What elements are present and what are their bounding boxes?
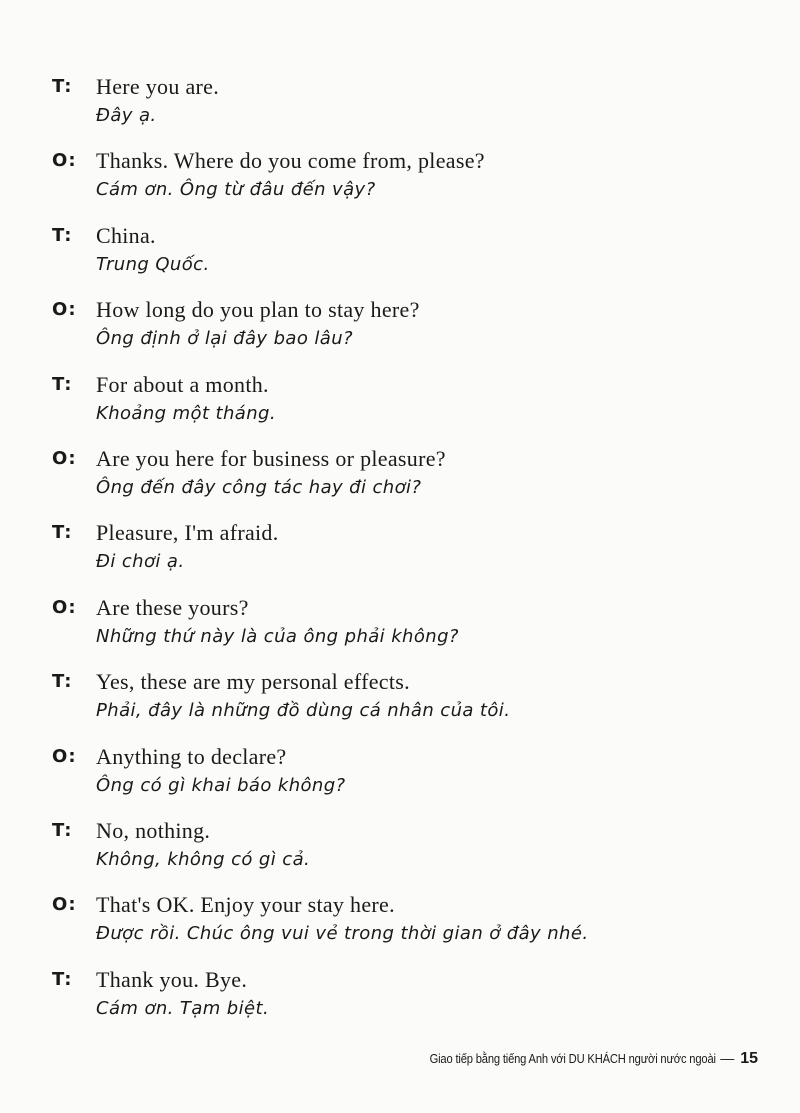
speaker-label: T: — [52, 671, 73, 693]
dialogue-turn — [52, 444, 752, 518]
vietnamese-translation: Ông có gì khai báo không? — [96, 774, 346, 796]
speaker-label: O: — [52, 745, 77, 767]
english-line: China. — [96, 222, 156, 248]
dialogue-list — [52, 72, 752, 1039]
english-line: Are you here for business or pleasure? — [96, 445, 446, 471]
vietnamese-translation: Đi chơi ạ. — [96, 551, 185, 573]
vietnamese-translation: Những thứ này là của ông phải không? — [96, 625, 459, 647]
dialogue-turn — [52, 667, 752, 741]
english-line: Thanks. Where do you come from, please? — [96, 148, 485, 174]
english-line: How long do you plan to stay here? — [96, 297, 420, 323]
vietnamese-translation: Không, không có gì cả. — [96, 848, 311, 870]
running-title: Giao tiếp bằng tiếng Anh với DU KHÁCH người nước ngoài — [429, 1051, 717, 1066]
english-line: No, nothing. — [96, 817, 211, 843]
dialogue-turn — [52, 965, 752, 1039]
english-line: Anything to declare? — [96, 743, 287, 769]
vietnamese-translation: Đây ạ. — [96, 105, 157, 126]
speaker-label: O: — [52, 150, 77, 172]
english-line: For about a month. — [96, 371, 269, 397]
vietnamese-translation: Phải, đây là những đồ dùng cá nhân của tôi. — [96, 700, 511, 722]
dialogue-turn — [52, 370, 752, 444]
vietnamese-translation: Được rồi. Chúc ông vui vẻ trong thời gian ở đây nhé. — [96, 923, 589, 945]
english-line: Pleasure, I'm afraid. — [96, 520, 279, 546]
vietnamese-translation: Cám ơn. Tạm biệt. — [96, 997, 270, 1019]
speaker-label: T: — [52, 224, 73, 246]
dialogue-turn — [52, 742, 752, 816]
dialogue-turn — [52, 890, 752, 964]
vietnamese-translation: Cám ơn. Ông từ đâu đến vậy? — [96, 179, 376, 201]
dialogue-turn — [52, 72, 752, 146]
dialogue-turn — [52, 221, 752, 295]
dialogue-turn — [52, 816, 752, 890]
dialogue-turn — [52, 593, 752, 667]
english-line: Here you are. — [96, 74, 219, 99]
english-line: Yes, these are my personal effects. — [96, 669, 410, 695]
vietnamese-translation: Ông định ở lại đây bao lâu? — [96, 328, 353, 350]
english-line: Thank you. Bye. — [96, 966, 248, 992]
speaker-label: T: — [52, 522, 73, 544]
dialogue-turn — [52, 518, 752, 592]
speaker-label: T: — [52, 819, 73, 841]
speaker-label: O: — [52, 447, 77, 469]
english-line: That's OK. Enjoy your stay here. — [96, 892, 395, 918]
speaker-label: T: — [52, 373, 73, 395]
page-number: 15 — [740, 1050, 758, 1067]
footer-dash: — — [720, 1050, 735, 1066]
speaker-label: T: — [52, 968, 73, 990]
speaker-label: O: — [52, 596, 77, 618]
speaker-label: T: — [52, 76, 73, 97]
english-line: Are these yours? — [96, 594, 249, 620]
vietnamese-translation: Trung Quốc. — [96, 253, 210, 275]
vietnamese-translation: Ông đến đây công tác hay đi chơi? — [96, 476, 422, 498]
dialogue-turn — [52, 295, 752, 369]
vietnamese-translation: Khoảng một tháng. — [96, 402, 276, 424]
page-footer — [383, 1050, 758, 1068]
speaker-label: O: — [52, 894, 77, 916]
dialogue-turn — [52, 146, 752, 220]
speaker-label: O: — [52, 299, 77, 321]
